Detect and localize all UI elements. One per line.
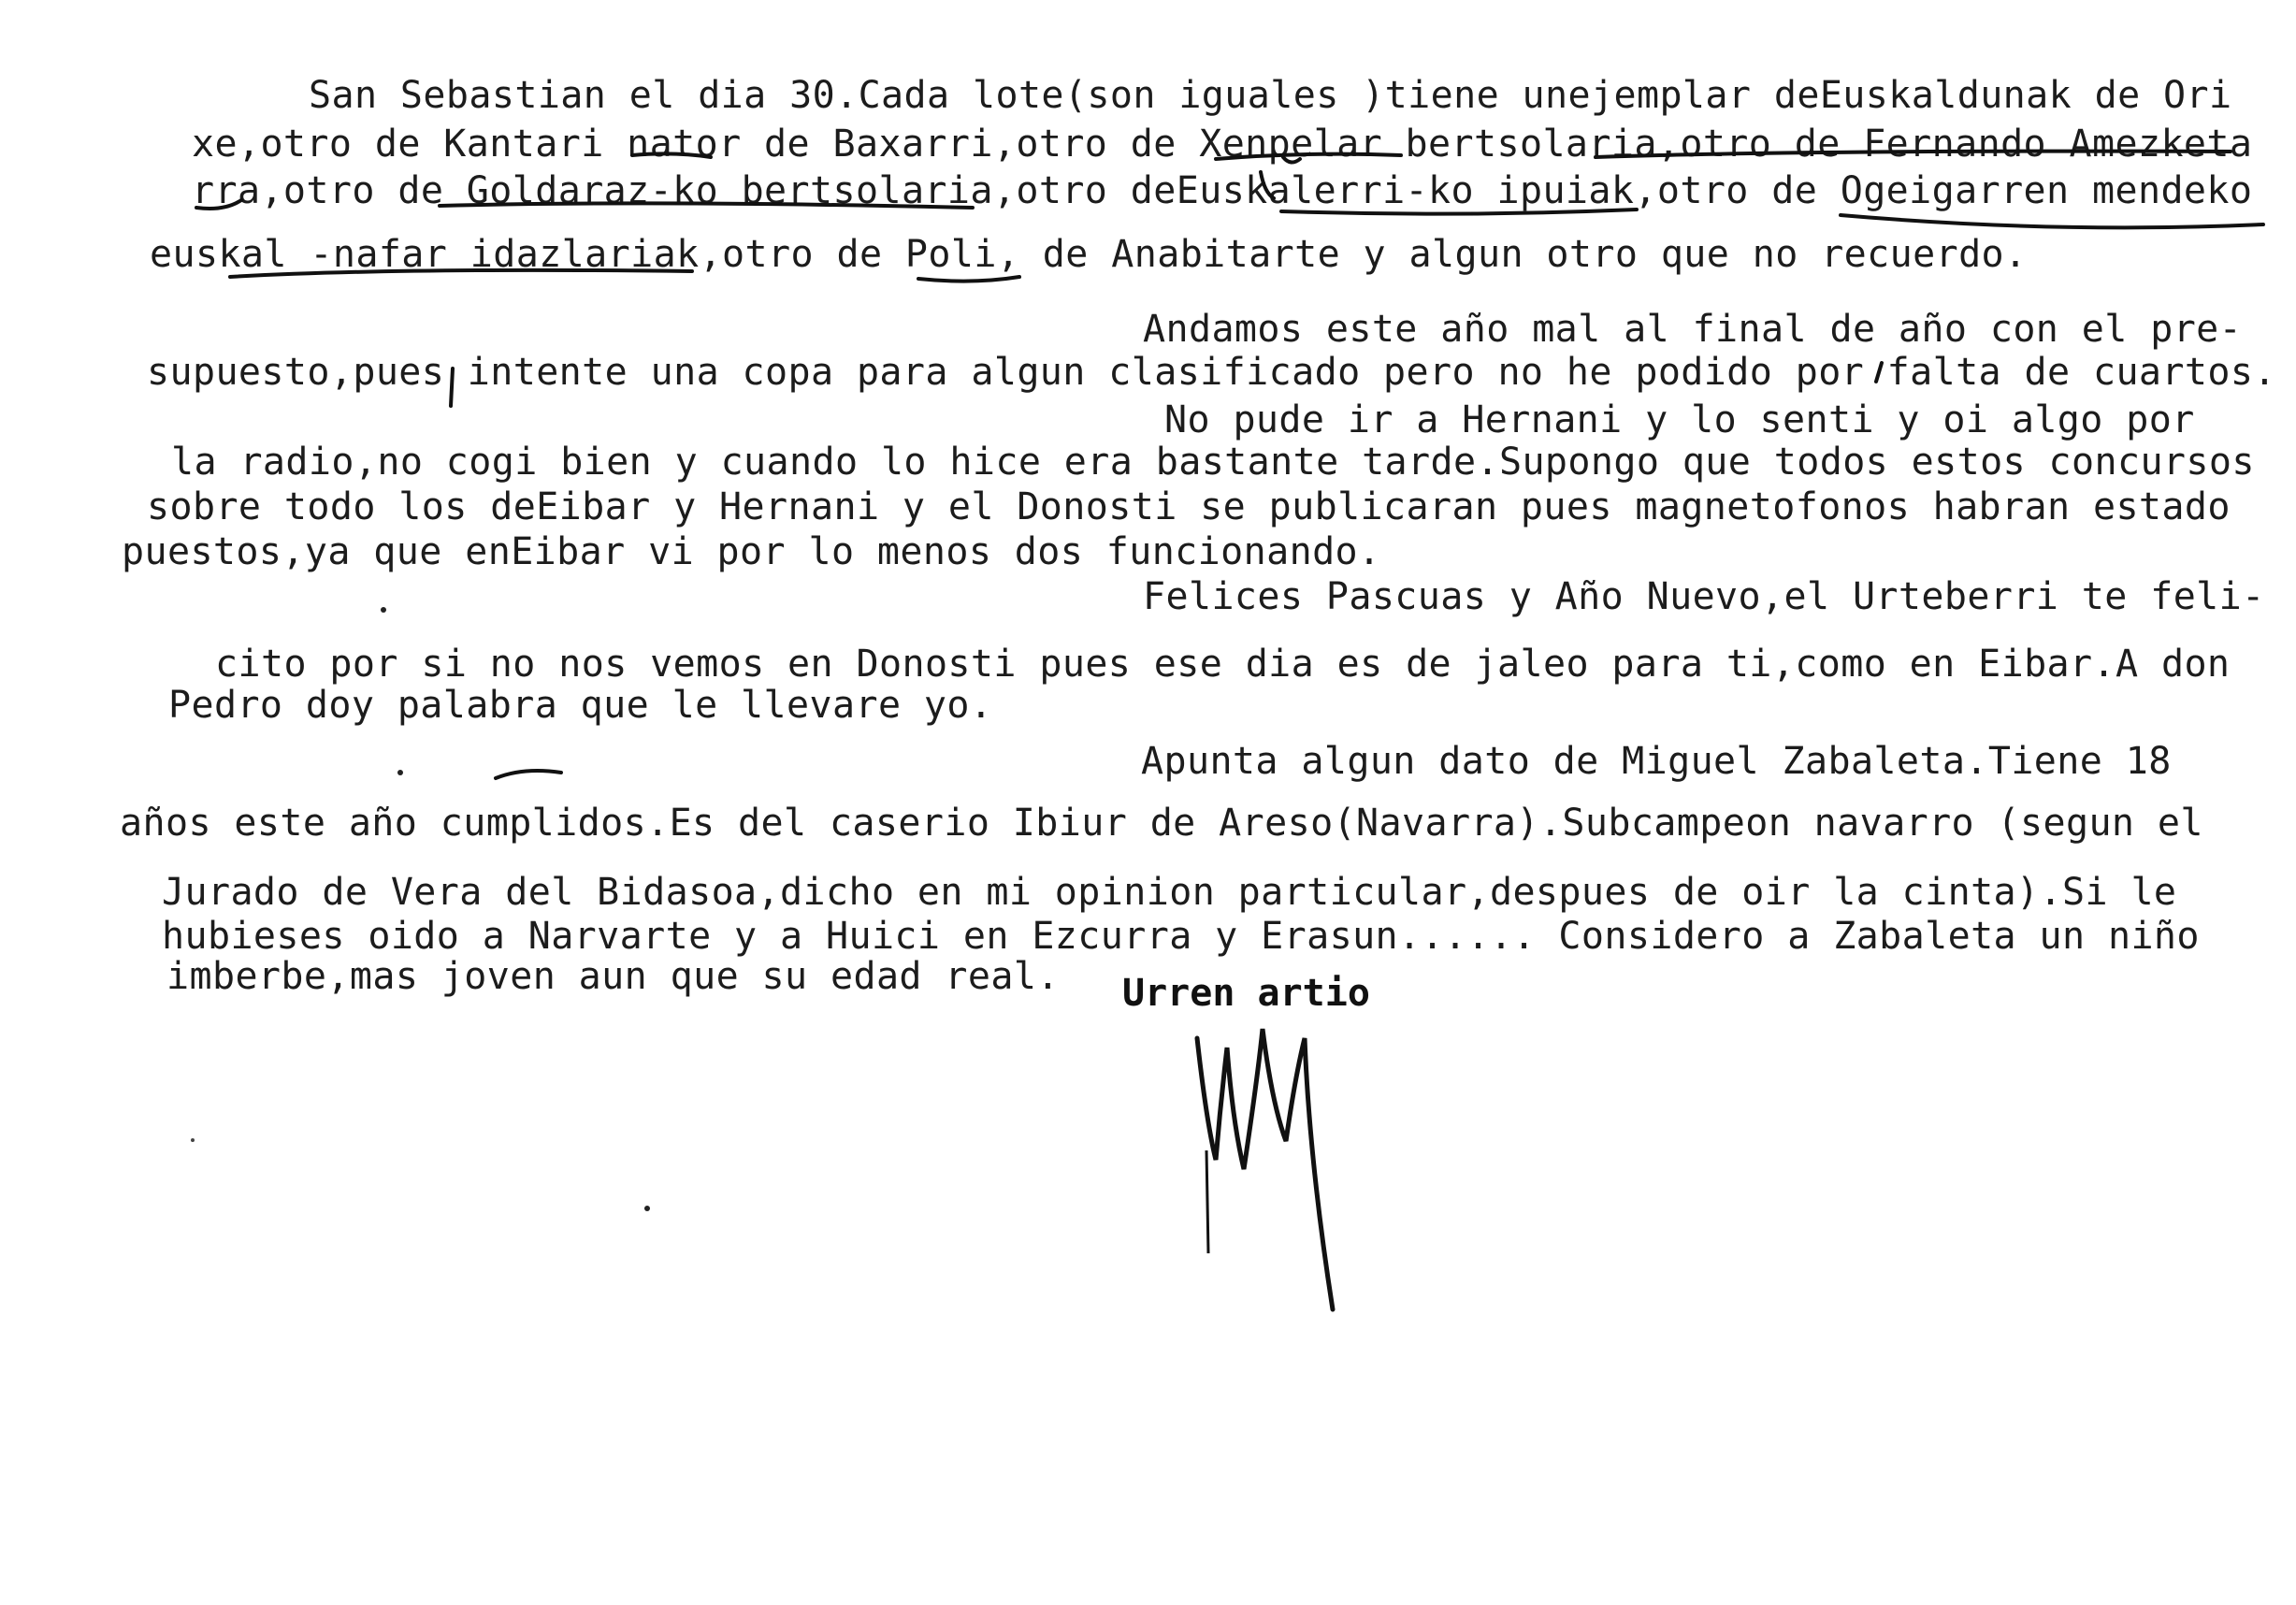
underline-mark (496, 771, 561, 778)
underline-mark (1596, 152, 2231, 157)
letter-line: años este año cumplidos.Es del caserio Ibiur de Areso(Navarra).Subcampeon navarro (segun el (120, 802, 2203, 845)
letter-line: sobre todo los deEibar y Hernani y el Donosti se publicaran pues magnetofonos habran estado (147, 485, 2231, 528)
underline-mark (1841, 215, 2263, 227)
underline-mark (230, 270, 692, 277)
signature-flourish (1206, 1150, 1208, 1253)
underline-mark (1216, 154, 1401, 159)
underline-mark (440, 203, 973, 208)
letter-line: euskal -nafar idazlariak,otro de Poli, de Anabitarte y algun otro que no recuerdo. (150, 233, 2028, 276)
ink-speck (397, 770, 403, 775)
underline-mark (632, 153, 711, 157)
letter-line: Jurado de Vera del Bidasoa,dicho en mi opinion particular,despues de oir la cinta).Si le (162, 871, 2177, 914)
closing-text: Urren artio (1122, 972, 1370, 1015)
letter-line: Andamos este año mal al final de año con el pre- (1143, 308, 2243, 351)
letter-line: la radio,no cogi bien y cuando lo hice era bastante tarde.Supongo que todos estos concursos (171, 441, 2255, 484)
letter-line: xe,otro de Kantari nator de Baxarri,otro de Xenpelar bertsolaria,otro de Fernando Amezketa (192, 123, 2253, 166)
letter-line: hubieses oido a Narvarte y a Huici en Ezcurra y Erasun...... Considero a Zabaleta un niño (162, 915, 2200, 958)
ink-mark (1876, 363, 1882, 382)
letter-line: supuesto,pues intente una copa para algun clasificado pero no he podido por falta de cuartos. (147, 351, 2276, 394)
ink-mark (1283, 157, 1300, 163)
underline-mark (1281, 210, 1637, 214)
ink-mark (451, 369, 453, 406)
letter-line: rra,otro de Goldaraz-ko bertsolaria,otro deEuskalerri-ko ipuiak,otro de Ogeigarren mendeko (192, 169, 2253, 212)
underline-mark (196, 200, 241, 209)
letter-line: puestos,ya que enEibar vi por lo menos dos funcionando. (122, 530, 1381, 573)
ink-speck (191, 1138, 195, 1142)
letter-line: cito por si no nos vemos en Donosti pues ese dia es de jaleo para ti,como en Eibar.A don (215, 643, 2231, 686)
letter-line: Pedro doy palabra que le llevare yo. (168, 684, 993, 727)
letter-line: San Sebastian el dia 30.Cada lote(son iguales )tiene unejemplar deEuskaldunak de Ori (309, 74, 2232, 117)
signature-flourish (1197, 1029, 1333, 1309)
ink-mark (1261, 172, 1274, 198)
letter-line: imberbe,mas joven aun que su edad real. (166, 955, 1060, 998)
ink-speck (644, 1206, 650, 1211)
underline-mark (918, 277, 1019, 282)
ink-speck (381, 607, 386, 613)
letter-line: No pude ir a Hernani y lo senti y oi algo por (1164, 398, 2195, 441)
letter-line: Felices Pascuas y Año Nuevo,el Urteberri te feli- (1143, 575, 2265, 618)
letter-line: Apunta algun dato de Miguel Zabaleta.Tiene 18 (1141, 740, 2172, 783)
